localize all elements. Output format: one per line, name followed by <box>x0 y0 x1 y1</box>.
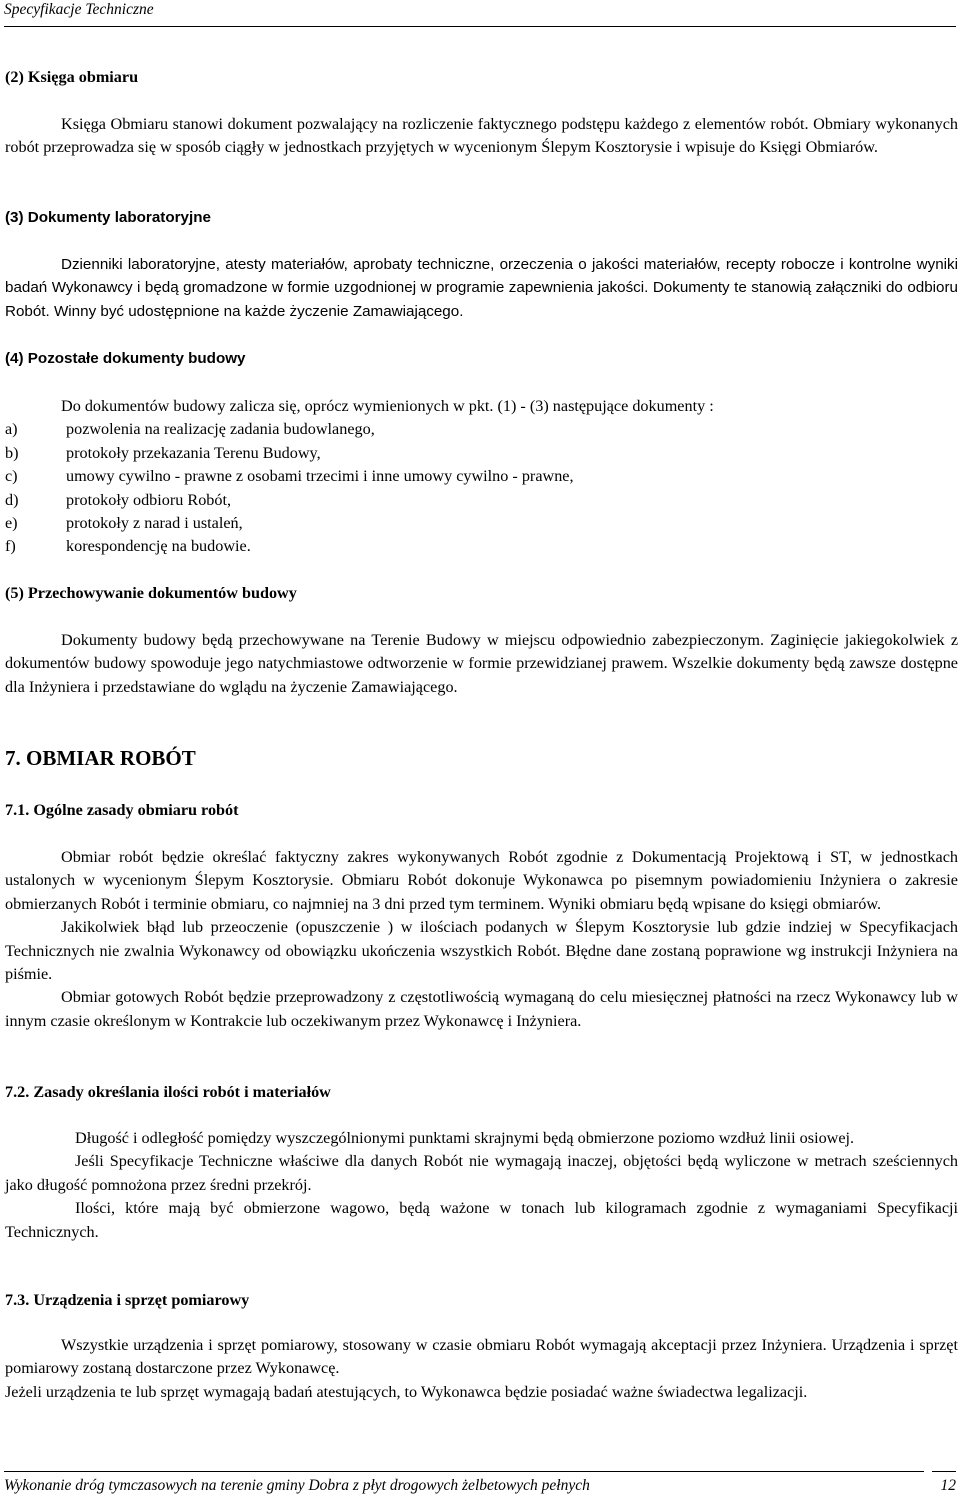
chapter-7-heading: 7. OBMIAR ROBÓT <box>5 746 196 770</box>
section-7-2-paragraph-2: Jeśli Specyfikacje Techniczne właściwe dla danych Robót nie wymagają inaczej, objętości będą wyliczone w metrach sześciennych jako długość pomnożona przez średni przekrój. <box>5 1152 958 1194</box>
section-7-2-heading: 7.2. Zasady określania ilości robót i materiałów <box>5 1083 331 1101</box>
section-7-1-paragraph-1: Obmiar robót będzie określać faktyczny zakres wykonywanych Robót zgodnie z Dokumentacją Projektową i ST, w jednostkach ustalonych w wycenionym Ślepym Kosztorysie. Obmiaru Robót dokonuje Wykonawca po pisemnym powiadomieniu Inżyniera o zakresie obmierzanych Robót i terminie obmiaru, co najmniej na 3 dni przed tym terminem. Wyniki obmiaru będą wpisane do księgi obmiarów. <box>5 848 958 913</box>
section-7-1-paragraph-2: Jakikolwiek błąd lub przeoczenie (opuszczenie ) w ilościach podanych w Ślepym Kosztorysie lub gdzie indziej w Specyfikacjach Technicznych nie zwalnia Wykonawcy od obowiązku ukończenia wszystkich Robót. Błędne dane zostaną poprawione wg instrukcji Inżyniera na piśmie. <box>5 918 958 984</box>
section-5-body <box>5 629 958 699</box>
list-item: d) protokoły odbioru Robót, <box>5 490 232 509</box>
section-5-heading: (5) Przechowywanie dokumentów budowy <box>5 584 297 602</box>
list-item: e) protokoły z narad i ustaleń, <box>5 514 243 533</box>
list-item: c) umowy cywilno - prawne z osobami trzecimi i inne umowy cywilno - prawne, <box>5 467 574 486</box>
page-number: 12 <box>940 1477 956 1494</box>
section-3-body <box>5 253 958 323</box>
section-7-2-body <box>5 1127 958 1244</box>
footer-divider-short <box>932 1471 956 1472</box>
section-4-intro: Do dokumentów budowy zalicza się, oprócz wymienionych w pkt. (1) - (3) następujące dokumenty : <box>61 397 714 415</box>
header-divider <box>4 26 956 27</box>
section-2-paragraph: Księga Obmiaru stanowi dokument pozwalający na rozliczenie faktycznego podstępu każdego z elementów robót. Obmiary wykonanych robót przeprowadza się w sposób ciągły w jednostkach przyjętych w wycenionym Ślepym Kosztorysie i wpisuje do Księgi Obmiarów. <box>5 115 958 157</box>
section-7-3-heading: 7.3. Urządzenia i sprzęt pomiarowy <box>5 1291 250 1309</box>
section-7-3-paragraph-2: Jeżeli urządzenia te lub sprzęt wymagają badań atestujących, to Wykonawca będzie posiadać ważne świadectwa legalizacji. <box>5 1382 808 1401</box>
list-item: b) protokoły przekazania Terenu Budowy, <box>5 443 321 462</box>
section-4-heading: (4) Pozostałe dokumenty budowy <box>5 350 246 367</box>
section-7-3-paragraph-1: Wszystkie urządzenia i sprzęt pomiarowy, stosowany w czasie obmiaru Robót wymagają akceptacji przez Inżyniera. Urządzenia i sprzęt pomiarowy zostaną dostarczone przez Wykonawcę. <box>5 1336 958 1378</box>
section-2-body <box>5 113 958 160</box>
section-4-body <box>5 395 958 559</box>
section-5-paragraph: Dokumenty budowy będą przechowywane na Terenie Budowy w miejscu odpowiednio zabezpieczonym. Zaginięcie jakiegokolwiek z dokumentów budowy spowoduje jego natychmiastowe odtworzenie w formie przewidzianej prawem. Wszelkie dokumenty będą zawsze dostępne dla Inżyniera i przedstawiane do wglądu na życzenie Zamawiającego. <box>5 631 958 696</box>
footer-title: Wykonanie dróg tymczasowych na terenie gminy Dobra z płyt drogowych żelbetowych pełnych <box>4 1477 590 1494</box>
section-7-1-paragraph-3: Obmiar gotowych Robót będzie przeprowadzony z częstotliwością wymaganą do celu miesięcznej płatności na rzecz Wykonawcy lub w innym czasie określonym w Kontrakcie lub oczekiwanym przez Wykonawcę i Inżyniera. <box>5 988 958 1030</box>
section-2-heading: (2) Księga obmiaru <box>5 68 139 86</box>
section-7-1-body <box>5 846 958 1033</box>
list-item: a) pozwolenia na realizację zadania budowlanego, <box>5 420 375 439</box>
header-title: Specyfikacje Techniczne <box>4 1 154 18</box>
section-3-heading: (3) Dokumenty laboratoryjne <box>5 209 211 226</box>
section-7-3-body <box>5 1334 958 1404</box>
list-item: f) korespondencję na budowie. <box>5 537 251 556</box>
footer-divider <box>4 1471 924 1472</box>
section-3-paragraph: Dzienniki laboratoryjne, atesty materiałów, aprobaty techniczne, orzeczenia o jakości materiałów, recepty robocze i kontrolne wyniki badań Wykonawcy i będą gromadzone w formie uzgodnionej w programie zapewnienia jakości. Dokumenty te stanowią załączniki do odbioru Robót. Winny być udostępnione na każde życzenie Zamawiającego. <box>5 256 958 320</box>
section-7-2-paragraph-1: Długość i odległość pomiędzy wyszczególnionymi punktami skrajnymi będą obmierzone poziomo wzdłuż linii osiowej. <box>75 1129 855 1147</box>
section-7-2-paragraph-3: Ilości, które mają być obmierzone wagowo, będą ważone w tonach lub kilogramach zgodnie z wymaganiami Specyfikacji Technicznych. <box>5 1199 958 1241</box>
section-7-1-heading: 7.1. Ogólne zasady obmiaru robót <box>5 801 239 819</box>
